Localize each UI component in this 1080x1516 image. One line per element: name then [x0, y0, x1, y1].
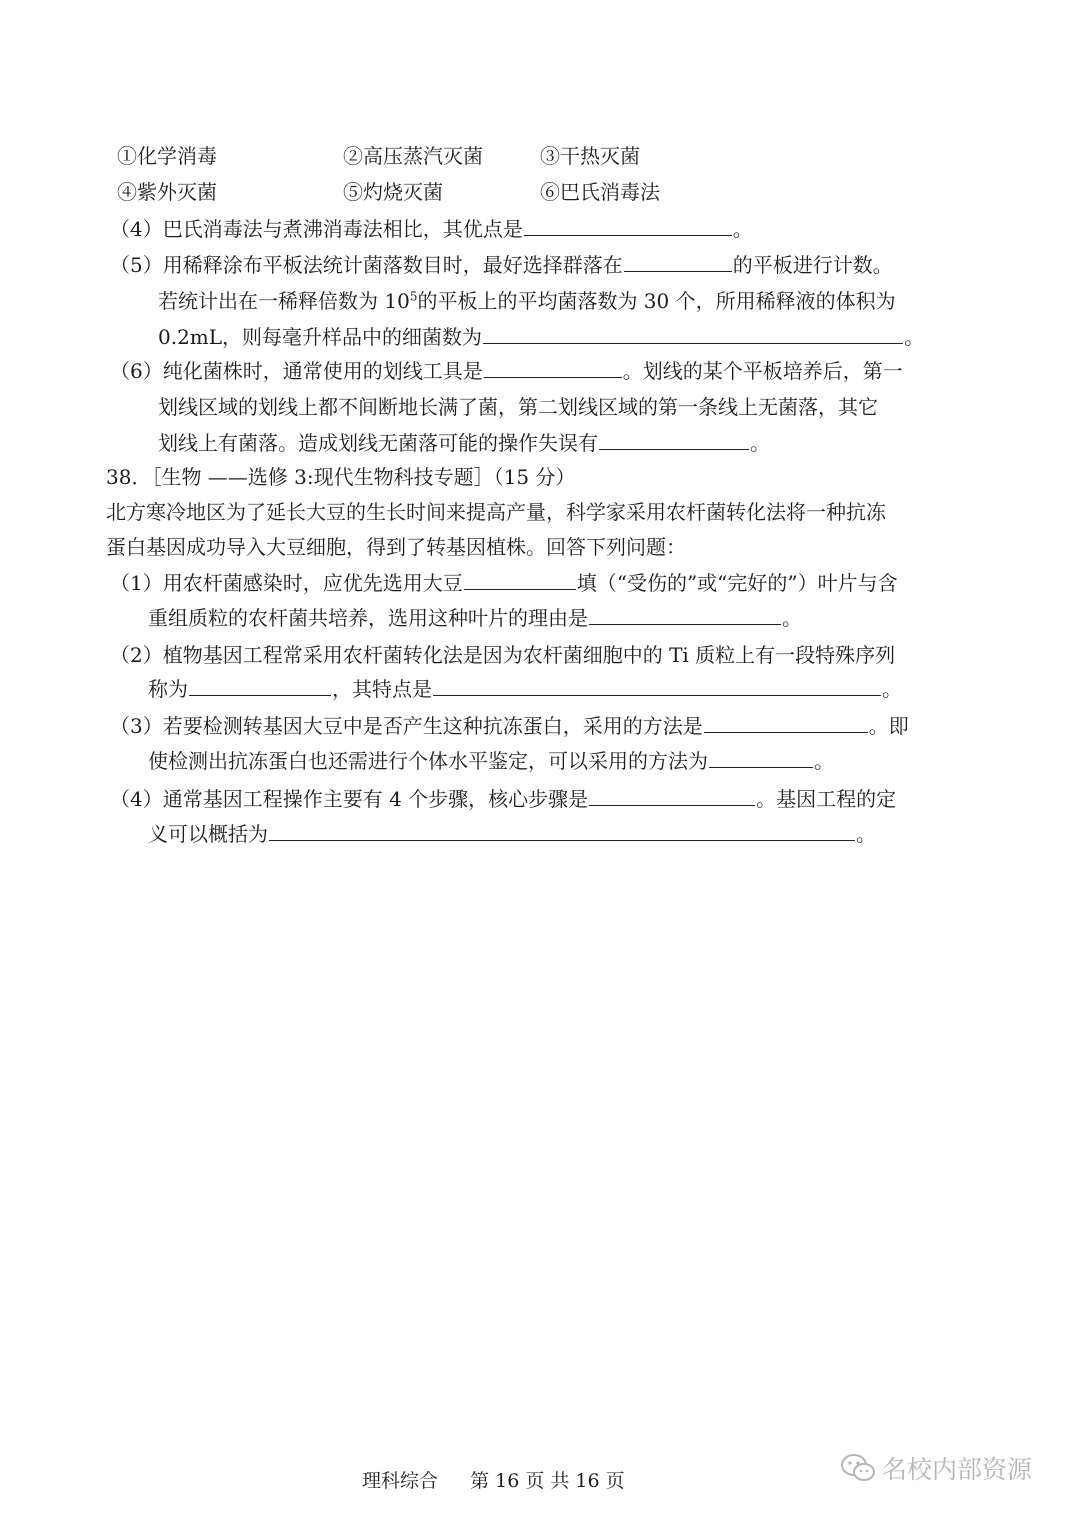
- q38-part4-text-cont: 。基因工程的定: [756, 787, 897, 811]
- wechat-icon: [840, 1453, 876, 1483]
- q38-part4-line2: [148, 820, 876, 848]
- q37-part6-text-cont: 。划线的某个平板培养后，第一: [622, 359, 903, 383]
- q38-part2-text: 称为: [148, 677, 188, 701]
- option-2: ②高压蒸汽灭菌: [343, 144, 483, 168]
- option-4: ④紫外灭菌: [117, 180, 217, 204]
- answer-blank[interactable]: [709, 749, 813, 768]
- answer-blank[interactable]: [624, 253, 732, 272]
- option-6: ⑥巴氏消毒法: [540, 180, 660, 204]
- q38-part2-line1: （2）植物基因工程常采用农杆菌转化法是因为农杆菌细胞中的 Ti 质粒上有一段特殊序列: [110, 643, 896, 667]
- option-1: ①化学消毒: [117, 144, 217, 168]
- answer-blank[interactable]: [269, 822, 855, 841]
- answer-blank[interactable]: [464, 571, 576, 590]
- q37-part5-line3: [158, 323, 924, 351]
- watermark-text: 名校内部资源: [882, 1455, 1033, 1484]
- punct: 。: [782, 606, 802, 630]
- q38-intro-line1: 北方寒冷地区为了延长大豆的生长时间来提高产量，科学家采用农杆菌转化法将一种抗冻: [106, 500, 886, 524]
- q38-part4-text: （4）通常基因工程操作主要有 4 个步骤，核心步骤是: [110, 787, 589, 811]
- q38-part3-text-cont: 。即: [868, 714, 909, 738]
- answer-blank[interactable]: [189, 677, 331, 696]
- punct: 。: [814, 749, 834, 773]
- q37-part5-text: 0.2mL，则每毫升样品中的细菌数为: [158, 325, 483, 349]
- q37-part5-text-cont: 的平板上的平均菌落数为 30 个，所用稀释液的体积为: [417, 289, 896, 313]
- option-3: ③干热灭菌: [540, 144, 640, 168]
- q38-part4-line1: [110, 785, 896, 813]
- watermark: [840, 1450, 1032, 1486]
- exponent: 5: [409, 289, 418, 304]
- answer-blank[interactable]: [589, 606, 781, 625]
- punct: 。: [904, 325, 925, 349]
- option-5: ⑤灼烧灭菌: [343, 180, 443, 204]
- q38-part4-text: 义可以概括为: [148, 822, 268, 846]
- q37-part4: [110, 215, 753, 243]
- punct: 。: [750, 431, 770, 455]
- q38-part1-text-cont: 填（“受伤的”或“完好的”）叶片与含: [576, 571, 898, 595]
- q37-part6-line1: [110, 357, 903, 385]
- q38-part1-text: 重组质粒的农杆菌共培养，选用这种叶片的理由是: [148, 606, 588, 630]
- answer-blank[interactable]: [589, 787, 755, 806]
- q37-part5-text-cont: 的平板进行计数。: [732, 253, 893, 277]
- answer-blank[interactable]: [484, 359, 622, 378]
- q38-part2-line2: [148, 675, 902, 703]
- punct: 。: [856, 822, 876, 846]
- page-footer: [362, 1468, 629, 1494]
- q37-part6-text: （6）纯化菌株时，通常使用的划线工具是: [110, 359, 483, 383]
- q38-part3-line1: [110, 712, 909, 740]
- q38-part3-text: 使检测出抗冻蛋白也还需进行个体水平鉴定，可以采用的方法为: [148, 749, 708, 773]
- answer-blank[interactable]: [599, 431, 749, 450]
- q37-part6-line2: 划线区域的划线上都不间断地长满了菌，第二划线区域的第一条线上无菌落，其它: [158, 395, 878, 419]
- punct: 。: [882, 677, 902, 701]
- answer-blank[interactable]: [524, 217, 732, 236]
- answer-blank[interactable]: [483, 325, 903, 344]
- q37-part5-line1: [110, 251, 893, 279]
- q37-part6-line3: [158, 429, 770, 457]
- footer-subject: 理科综合: [362, 1470, 439, 1492]
- q38-part1-text: （1）用农杆菌感染时，应优先选用大豆: [110, 571, 463, 595]
- q38-header: 38．［生物 ——选修 3:现代生物科技专题］（15 分）: [106, 465, 576, 489]
- q38-part1-line2: [148, 604, 802, 632]
- q37-part5-text: 若统计出在一稀释倍数为 10: [158, 289, 410, 313]
- q38-part1-line1: [110, 569, 898, 597]
- punct: 。: [732, 217, 753, 241]
- q37-part5-line2: [158, 287, 896, 315]
- footer-page-number: 第 16 页 共 16 页: [470, 1470, 625, 1492]
- q38-intro-line2: 蛋白基因成功导入大豆细胞，得到了转基因植株。回答下列问题：: [106, 535, 686, 559]
- answer-blank[interactable]: [704, 714, 868, 733]
- q38-part3-text: （3）若要检测转基因大豆中是否产生这种抗冻蛋白，采用的方法是: [110, 714, 703, 738]
- q38-part3-line2: [148, 747, 834, 775]
- q38-part2-text-cont: ，其特点是: [332, 677, 432, 701]
- answer-blank[interactable]: [433, 677, 881, 696]
- q37-part4-text: （4）巴氏消毒法与煮沸消毒法相比，其优点是: [110, 217, 523, 241]
- q37-part5-text: （5）用稀释涂布平板法统计菌落数目时，最好选择群落在: [110, 253, 623, 277]
- q37-part6-text: 划线上有菌落。造成划线无菌落可能的操作失误有: [158, 431, 598, 455]
